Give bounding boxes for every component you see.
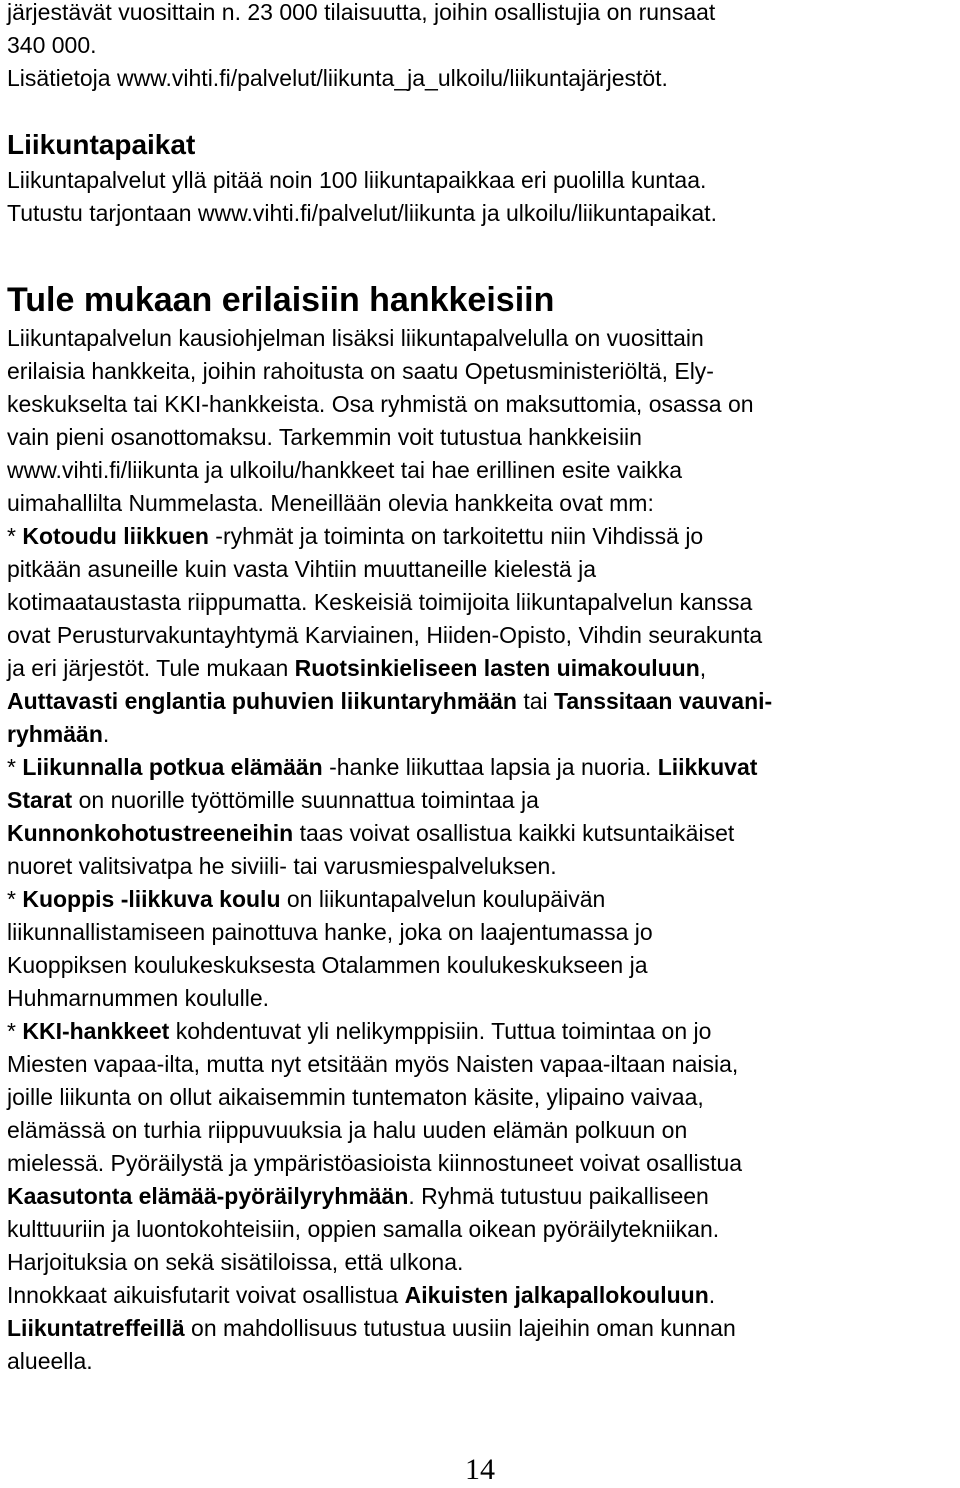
text-line: mielessä. Pyöräilystä ja ympäristöasioista kiinnostuneet voivat osallistua (7, 1150, 743, 1176)
text-line: 340 000. (7, 32, 97, 58)
text-line: vain pieni osanottomaksu. Tarkemmin voit tutustua hankkeisiin (7, 424, 642, 450)
text-run: on mahdollisuus tutustua uusiin lajeihin oman kunnan (184, 1315, 736, 1341)
bold-project-name: Ruotsinkieliseen lasten uimakouluun (294, 655, 700, 681)
text-run: ja eri järjestöt. Tule mukaan (7, 655, 295, 681)
bold-project-name: Tanssitaan vauvani- (554, 688, 773, 714)
text-run: Innokkaat aikuisfutarit voivat osallistua (7, 1282, 405, 1308)
text-line: Liikuntapalvelut yllä pitää noin 100 liikuntapaikkaa eri puolilla kuntaa. (7, 167, 707, 193)
text-line: järjestävät vuosittain n. 23 000 tilaisuutta, joihin osallistujia on runsaat (7, 0, 716, 25)
text-line (7, 685, 952, 718)
text-run: * (7, 886, 23, 912)
sport-venues-paragraph (7, 164, 952, 230)
text-run: kohdentuvat yli nelikymppisiin. Tuttua toimintaa on jo (169, 1018, 712, 1044)
text-line: Kuoppiksen koulukeskuksesta Otalammen koulukeskukseen ja (7, 952, 648, 978)
bold-project-name: Liikunnalla potkua elämään (22, 754, 323, 780)
text-run: . Ryhmä tutustuu paikalliseen (408, 1183, 709, 1209)
text-run: * (7, 754, 23, 780)
text-line: nuoret valitsivatpa he siviili- tai varusmiespalveluksen. (7, 853, 557, 879)
text-line: erilaisia hankkeita, joihin rahoitusta on saatu Opetusministeriöltä, Ely- (7, 358, 714, 384)
text-run: -ryhmät ja toiminta on tarkoitettu niin Vihdissä jo (208, 523, 704, 549)
text-run: * (7, 523, 23, 549)
bold-project-name: ryhmään (7, 721, 103, 747)
text-run: , (699, 655, 707, 681)
text-line (7, 652, 952, 685)
text-line: Tutustu tarjontaan www.vihti.fi/palvelut/liikunta ja ulkoilu/liikuntapaikat. (7, 200, 717, 226)
text-line: keskukselta tai KKI-hankkeista. Osa ryhmistä on maksuttomia, osassa on (7, 391, 754, 417)
bold-project-name: Aikuisten jalkapallokouluun (404, 1282, 709, 1308)
text-line: uimahallilta Nummelasta. Meneillään olevia hankkeita ovat mm: (7, 490, 654, 516)
text-line: Huhmarnummen koululle. (7, 985, 270, 1011)
text-line (7, 784, 952, 817)
text-line: ovat Perusturvakuntayhtymä Karviainen, Hiiden-Opisto, Vihdin seurakunta (7, 622, 763, 648)
bold-project-name: Starat (7, 787, 73, 813)
text-line: elämässä on turhia riippuvuuksia ja halu uuden elämän polkuun on (7, 1117, 688, 1143)
text-line: kulttuuriin ja luontokohteisiin, oppien samalla oikean pyöräilytekniikan. (7, 1216, 720, 1242)
projects-paragraph (7, 322, 952, 1378)
text-line: kotimaataustasta riippumatta. Keskeisiä toimijoita liikuntapalvelun kanssa (7, 589, 753, 615)
text-line (7, 1180, 952, 1213)
text-run: * (7, 1018, 23, 1044)
text-line (7, 1279, 952, 1312)
bold-project-name: Auttavasti englantia puhuvien liikuntaryhmään (7, 688, 517, 714)
text-line: www.vihti.fi/liikunta ja ulkoilu/hankkeet tai hae erillinen esite vaikka (7, 457, 683, 483)
text-line: Harjoituksia on sekä sisätiloissa, että ulkona. (7, 1249, 464, 1275)
text-run: . (102, 721, 110, 747)
text-run: . (708, 1282, 716, 1308)
text-line: pitkään asuneille kuin vasta Vihtiin muuttaneille kielestä ja (7, 556, 596, 582)
text-line (7, 1312, 952, 1345)
bold-project-name: KKI-hankkeet (22, 1018, 170, 1044)
text-run: on liikuntapalvelun koulupäivän (280, 886, 606, 912)
section-heading-projects: Tule mukaan erilaisiin hankkeisiin (7, 281, 555, 319)
text-run: on nuorille työttömille suunnattua toimintaa ja (72, 787, 539, 813)
bold-project-name: Kunnonkohotustreeneihin (7, 820, 294, 846)
text-line: alueella. (7, 1348, 93, 1374)
text-line (7, 520, 952, 553)
bold-project-name: Kuoppis -liikkuva koulu (22, 886, 281, 912)
text-line: Liikuntapalvelun kausiohjelman lisäksi liikuntapalvelulla on vuosittain (7, 325, 704, 351)
text-line: liikunnallistamiseen painottuva hanke, joka on laajentumassa jo (7, 919, 653, 945)
bold-project-name: Liikuntatreffeillä (7, 1315, 185, 1341)
text-line (7, 1015, 952, 1048)
text-run: -hanke liikuttaa lapsia ja nuoria. (322, 754, 658, 780)
intro-paragraph (7, 0, 952, 95)
bold-project-name: Kaasutonta elämää-pyöräilyryhmään (7, 1183, 409, 1209)
page-number: 14 (465, 1453, 495, 1486)
bold-project-name: Liikkuvat (657, 754, 758, 780)
text-line (7, 817, 952, 850)
section-heading-sport-venues: Liikuntapaikat (7, 129, 196, 160)
text-line: Lisätietoja www.vihti.fi/palvelut/liikunta_ja_ulkoilu/liikuntajärjestöt. (7, 65, 668, 91)
text-line (7, 718, 952, 751)
text-line (7, 751, 952, 784)
text-line: Miesten vapaa-ilta, mutta nyt etsitään myös Naisten vapaa-iltaan naisia, (7, 1051, 739, 1077)
text-run: tai (516, 688, 555, 714)
text-line (7, 883, 952, 916)
text-run: taas voivat osallistua kaikki kutsuntaikäiset (293, 820, 735, 846)
text-line: joille liikunta on ollut aikaisemmin tuntematon käsite, ylipaino vaivaa, (7, 1084, 704, 1110)
bold-project-name: Kotoudu liikkuen (22, 523, 209, 549)
